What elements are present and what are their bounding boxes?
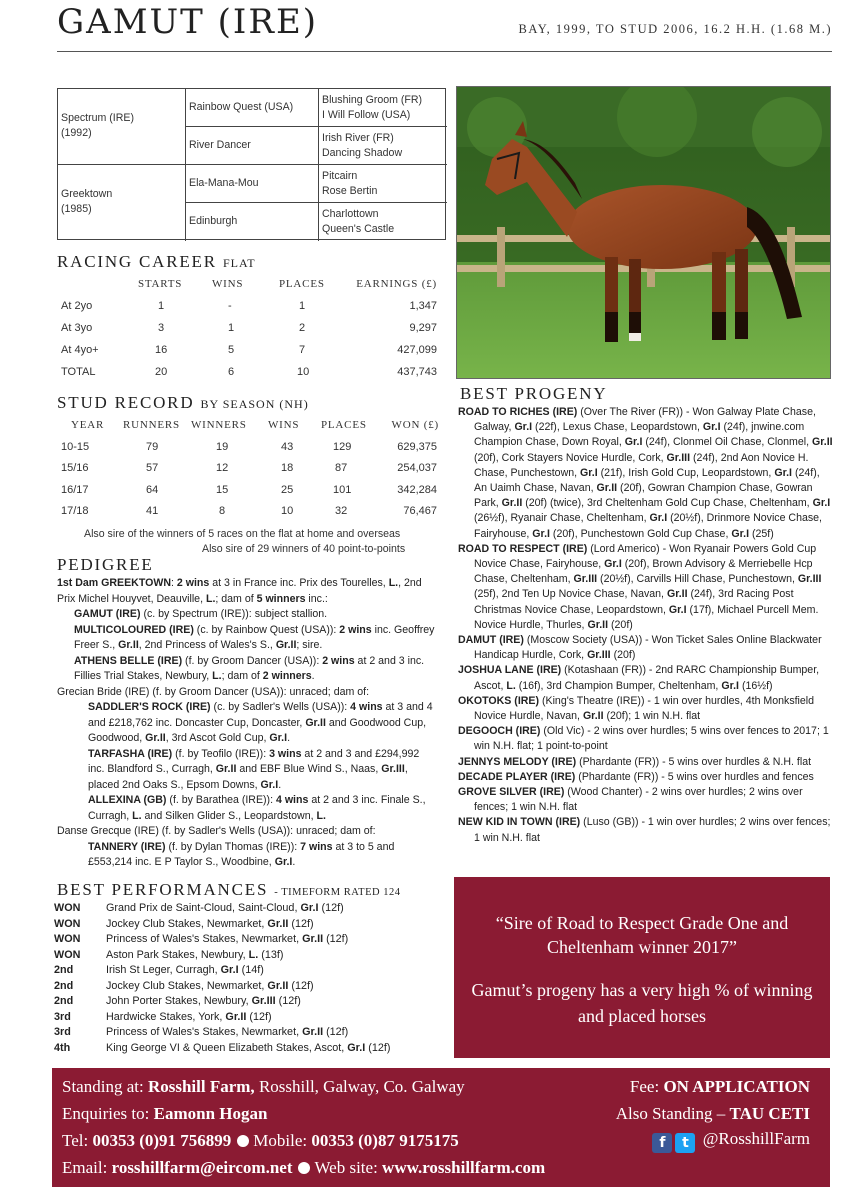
race-name: Jockey Club Stakes, Newmarket, Gr.II (12f) — [106, 917, 314, 930]
race-name: Jockey Club Stakes, Newmarket, Gr.II (12f) — [106, 979, 314, 992]
facebook-icon[interactable]: f — [652, 1133, 672, 1153]
finish-position: 3rd — [54, 1026, 71, 1038]
social-handle[interactable]: @RosshillFarm — [702, 1129, 810, 1148]
finish-position: WON — [54, 948, 81, 961]
pedigree-text — [57, 576, 437, 871]
table-row: At 2yo 1 - 1 1,347 — [61, 300, 437, 312]
also-standing-line: Also Standing – TAU CETI — [615, 1104, 810, 1123]
title-divider — [57, 51, 832, 52]
race-name: Irish St Leger, Curragh, Gr.I (14f) — [106, 964, 264, 976]
mobile-link[interactable]: 00353 (0)87 9175175 — [311, 1131, 459, 1150]
pedigree-gen3: Pitcairn Rose Bertin — [319, 165, 447, 203]
racing-career-table — [61, 275, 439, 385]
email-link[interactable]: rosshillfarm@eircom.net — [111, 1158, 293, 1177]
table-row: 10-15 79 19 43 129 629,375 — [61, 440, 437, 453]
website-link[interactable]: www.rosshillfarm.com — [382, 1158, 546, 1177]
twitter-icon[interactable]: t — [675, 1133, 695, 1153]
race-name: John Porter Stakes, Newbury, Gr.III (12f) — [106, 995, 301, 1007]
progeny-entry: JOSHUA LANE (IRE) (Kotashaan (FR)) - 2nd RARC Championship Bumper, Ascot, L. (16f), 3rd Champion Bumper, Cheltenham, Gr.I (16½f) — [458, 664, 820, 692]
pedigree-granddam: Edinburgh — [186, 203, 319, 241]
table-row: At 4yo+ 16 5 7 427,099 — [61, 344, 437, 356]
quote-box — [454, 877, 830, 1058]
pedigree-paragraph: GAMUT (IRE) (c. by Spectrum (IRE)): subject stallion. — [74, 608, 328, 620]
performance-row — [54, 949, 444, 965]
performance-row — [54, 1011, 444, 1027]
pedigree-granddam: River Dancer — [186, 127, 319, 165]
quote-text: Gamut’s progeny has a very high % of winning and placed horses — [471, 980, 813, 1026]
best-progeny-list — [458, 405, 834, 846]
finish-position: 2nd — [54, 979, 74, 992]
progeny-entry: NEW KID IN TOWN (IRE) (Luso (GB)) - 1 win over hurdles; 2 wins over fences; 1 win N.H. flat — [458, 816, 831, 844]
page-title: GAMUT (IRE) — [57, 2, 319, 42]
pedigree-grandsire: Rainbow Quest (USA) — [186, 89, 319, 127]
contact-footer — [52, 1068, 830, 1187]
bullet-icon — [237, 1135, 249, 1147]
finish-position: WON — [54, 902, 81, 914]
pedigree-title: PEDIGREE — [57, 555, 154, 574]
table-row: 15/16 57 12 18 87 254,037 — [61, 462, 437, 474]
performance-row — [54, 933, 444, 949]
quote-text: “Sire of Road to Respect Grade One and Cheltenham winner 2017” — [495, 913, 789, 957]
progeny-entry: JENNYS MELODY (IRE) (Phardante (FR)) - 5 wins over hurdles & N.H. flat — [458, 755, 812, 768]
performance-row — [54, 918, 444, 934]
progeny-entry: DECADE PLAYER (IRE) (Phardante (FR)) - 5 wins over hurdles and fences — [458, 770, 814, 783]
pedigree-gen3: Blushing Groom (FR) I Will Follow (USA) — [319, 89, 447, 127]
pedigree-dam: Greektown (1985) — [58, 165, 186, 241]
finish-position: 4th — [54, 1041, 71, 1054]
pedigree-grid — [57, 88, 446, 240]
table-header: YEAR RUNNERS WINNERS WINS PLACES WON (£) — [71, 419, 439, 431]
performance-row — [54, 1042, 444, 1058]
pedigree-gen3: Irish River (FR) Dancing Shadow — [319, 127, 447, 165]
performance-row — [54, 902, 444, 918]
pedigree-paragraph: 1st Dam GREEKTOWN: 2 wins at 3 in France inc. Prix des Tourelles, L., 2nd Prix Michel Houyvet, Deauville, L.; dam of 5 winners inc.: — [57, 577, 422, 605]
progeny-entry: OKOTOKS (IRE) (King's Theatre (IRE)) - 1 win over hurdles, 4th Monksfield Novice Hurdle, Navan, Gr.II (20f); 1 win N.H. flat — [458, 694, 815, 723]
pedigree-grandsire: Ela-Mana-Mou — [186, 165, 319, 203]
pedigree-paragraph: Danse Grecque (IRE) (f. by Sadler's Wells (USA)): unraced; dam of: — [57, 825, 376, 837]
performance-row — [54, 964, 444, 980]
progeny-entry: GROVE SILVER (IRE) (Wood Chanter) - 2 wins over hurdles; 2 wins over fences; 1 win N.H. flat — [458, 786, 803, 814]
table-row: 17/18 41 8 10 32 76,467 — [61, 505, 437, 517]
pedigree-gen3: Charlottown Queen's Castle — [322, 208, 395, 235]
table-row: 16/17 64 15 25 101 342,284 — [61, 483, 437, 496]
stud-note: Also sire of the winners of 5 races on the flat at home and overseas — [84, 528, 401, 540]
finish-position: 2nd — [54, 964, 74, 976]
race-name: Princess of Wales's Stakes, Newmarket, Gr.II (12f) — [106, 1026, 349, 1038]
performance-row — [54, 980, 444, 996]
pedigree-paragraph: Grecian Bride (IRE) (f. by Groom Dancer (USA)): unraced; dam of: — [57, 685, 370, 698]
standing-line: Standing at: Rosshill Farm, Rosshill, Galway, Co. Galway — [62, 1077, 465, 1096]
finish-position: 3rd — [54, 1010, 71, 1023]
table-row-total: TOTAL 20 6 10 437,743 — [61, 366, 437, 378]
performance-row — [54, 1026, 444, 1042]
stud-note: Also sire of 29 winners of 40 point-to-points — [202, 543, 406, 555]
pedigree-paragraph: TANNERY (IRE) (f. by Dylan Thomas (IRE)): 7 wins at 3 to 5 and £553,214 inc. E P Taylor S., Woodbine, Gr.I. — [88, 840, 395, 868]
best-performances-title: BEST PERFORMANCES - TIMEFORM RATED 124 — [57, 880, 401, 899]
progeny-entry: ROAD TO RICHES (IRE) (Over The River (FR)) - Won Galway Plate Chase, Galway, Gr.I (22f), Lexus Chase, Leopardstown, Gr.I (24f), jnwine.com Champion Chase, Down Royal, Gr.I (24f), Clonmel Oil Chase, Clonmel, Gr.II (20f), Cork Stayers Novice Hurdle, Cork, Gr.III (24f), 2nd Aon Novice H. Chase, Punchestown, Gr.I (21f), Irish Gold Cup, Leopardstown, Gr.I (24f), An Uaimh Chase, Navan, Gr.II (20f), Gowran Champion Chase, Gowran Park, Gr.II (20f) (twice), 3rd Cheltenham Gold Cup Chase, Cheltenham, Gr.I (26½f), Ryanair Chase, Cheltenham, Gr.I (20½f), Drinmore Novice Chase, Fairyhouse, Gr.I (20f), Punchestown Gold Cup Chase, Gr.I (25f) — [458, 406, 833, 540]
stud-record-title: STUD RECORD BY SEASON (NH) — [57, 393, 309, 412]
fee-line: Fee: ON APPLICATION — [629, 1077, 810, 1096]
finish-position: WON — [54, 917, 81, 930]
race-name: Princess of Wales's Stakes, Newmarket, Gr.II (12f) — [106, 933, 349, 945]
pedigree-paragraph: SADDLER'S ROCK (IRE) (c. by Sadler's Wells (USA)): 4 wins at 3 and 4 and £218,762 inc. Doncaster Cup, Doncaster, Gr.II and Goodwood Cup, Goodwood, Gr.II, 3rd Ascot Gold Cup, Gr.I. — [88, 701, 433, 744]
pedigree-sire: Spectrum (IRE) (1992) — [58, 89, 186, 165]
pedigree-paragraph: ATHENS BELLE (IRE) (f. by Groom Dancer (USA)): 2 wins at 2 and 3 inc. Fillies Trial Stakes, Newbury, L.; dam of 2 winners. — [74, 654, 425, 682]
race-name: King George VI & Queen Elizabeth Stakes, Ascot, Gr.I (12f) — [106, 1041, 391, 1054]
progeny-entry: ROAD TO RESPECT (IRE) (Lord Americo) - Won Ryanair Powers Gold Cup Novice Chase, Fairyhouse, Gr.I (20f), Brown Advisory & Merriebelle Hcp Chase, Cheltenham, Gr.III (20½f), Carvills Hill Chase, Punchestown, Gr.III (25f), 2nd Ten Up Novice Chase, Navan, Gr.II (24f), 3rd Racing Post Christmas Novice Chase, Leopardstown, Gr.I (17f), Michael Purcell Mem. Novice Hurdle, Thurles, Gr.II (20f) — [458, 542, 822, 631]
email-line: Email: rosshillfarm@eircom.net Web site: www.rosshillfarm.com — [62, 1158, 546, 1177]
performance-row — [54, 995, 444, 1011]
phone-link[interactable]: 00353 (0)91 756899 — [92, 1131, 232, 1150]
phone-line: Tel: 00353 (0)91 756899 Mobile: 00353 (0)87 9175175 — [62, 1131, 459, 1150]
finish-position: 2nd — [54, 995, 74, 1007]
race-name: Grand Prix de Saint-Cloud, Saint-Cloud, Gr.I (12f) — [106, 902, 344, 914]
race-name: Aston Park Stakes, Newbury, L. (13f) — [106, 948, 284, 961]
enquiries-line: Enquiries to: Eamonn Hogan — [62, 1104, 268, 1123]
best-progeny-title: BEST PROGENY — [460, 384, 608, 403]
race-name: Hardwicke Stakes, York, Gr.II (12f) — [106, 1010, 272, 1023]
table-row: At 3yo 3 1 2 9,297 — [61, 322, 437, 334]
horse-photo — [456, 86, 831, 379]
pedigree-paragraph: MULTICOLOURED (IRE) (c. by Rainbow Quest (USA)): 2 wins inc. Geoffrey Freer S., Gr.II, 2nd Princess of Wales's S., Gr.II; sire. — [74, 623, 435, 651]
social-line — [652, 1129, 810, 1153]
finish-position: WON — [54, 933, 81, 945]
pedigree-paragraph: TARFASHA (IRE) (f. by Teofilo (IRE)): 3 wins at 2 and 3 and £294,992 inc. Blandford S., Curragh, Gr.II and EBF Blue Wind S., Naas, Gr.III, placed 2nd Oaks S., Epsom Downs, Gr.I. — [88, 747, 420, 791]
horse-details: BAY, 1999, TO STUD 2006, 16.2 H.H. (1.68 M.) — [518, 22, 832, 36]
best-performances-list — [54, 902, 444, 1057]
progeny-entry: DEGOOCH (IRE) (Old Vic) - 2 wins over hurdles; 5 wins over fences to 2017; 1 win N.H. flat; 1 point-to-point — [458, 725, 829, 753]
racing-career-title: RACING CAREER FLAT — [57, 252, 256, 271]
pedigree-paragraph: ALLEXINA (GB) (f. by Barathea (IRE)): 4 wins at 2 and 3 inc. Finale S., Curragh, L. and Silken Glider S., Leopardstown, L. — [88, 794, 426, 822]
table-header: STARTS WINS PLACES EARNINGS (£) — [138, 278, 437, 290]
stud-record-table — [61, 416, 439, 524]
bullet-icon — [298, 1162, 310, 1174]
progeny-entry: DAMUT (IRE) (Moscow Society (USA)) - Won Ticket Sales Online Blackwater Handicap Hurdle, Cork, Gr.III (20f) — [458, 634, 822, 662]
